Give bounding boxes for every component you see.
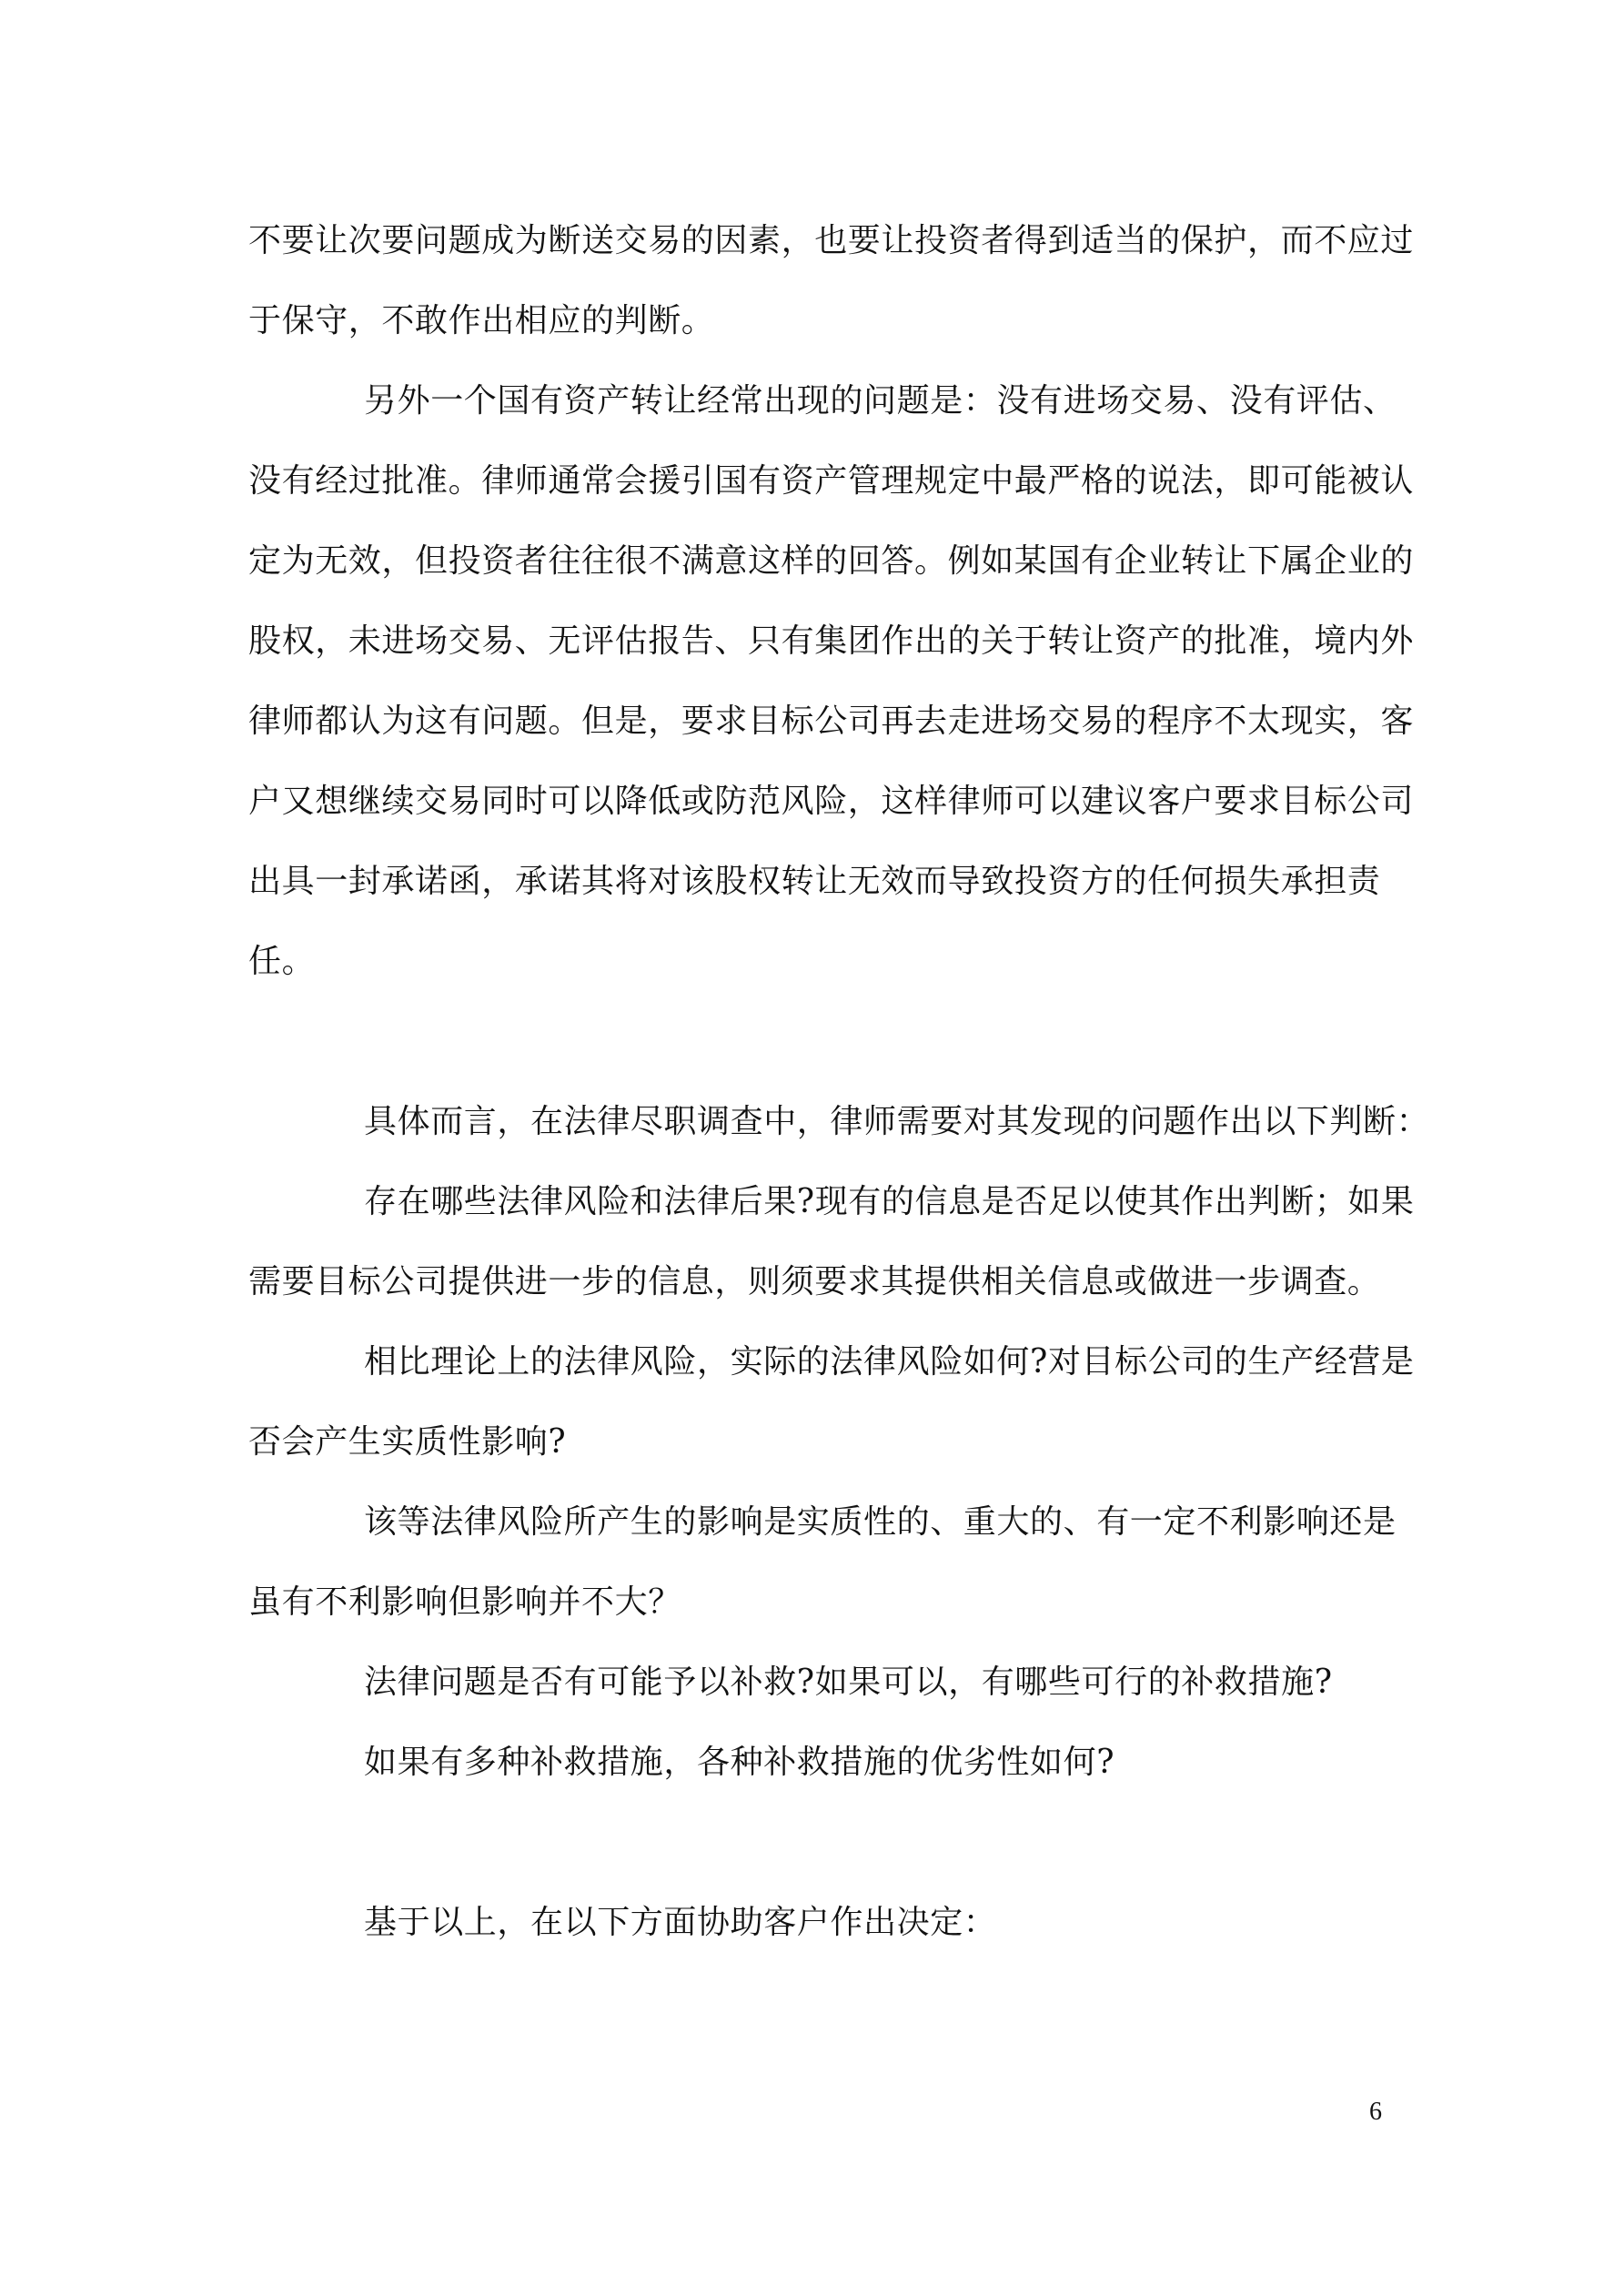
text-line: 任。 <box>248 943 316 980</box>
text-line: 具体而言，在法律尽职调查中，律师需要对其发现的问题作出以下判断： <box>364 1103 1430 1140</box>
text-line: 该等法律风险所产生的影响是实质性的、重大的、有一定不利影响还是 <box>364 1503 1397 1541</box>
text-line: 律师都认为这有问题。但是，要求目标公司再去走进场交易的程序不太现实，客 <box>248 703 1415 740</box>
text-line: 存在哪些法律风险和法律后果?现有的信息是否足以使其作出判断；如果 <box>364 1183 1415 1220</box>
text-line: 定为无效，但投资者往往很不满意这样的回答。例如某国有企业转让下属企业的 <box>248 542 1415 580</box>
text-line: 户又想继续交易同时可以降低或防范风险，这样律师可以建议客户要求目标公司 <box>248 783 1415 820</box>
text-line: 相比理论上的法律风险，实际的法律风险如何?对目标公司的生产经营是 <box>364 1343 1415 1381</box>
text-line: 股权，未进场交易、无评估报告、只有集团作出的关于转让资产的批准，境内外 <box>248 622 1415 660</box>
text-line: 法律问题是否有可能予以补救?如果可以，有哪些可行的补救措施? <box>364 1664 1333 1701</box>
text-line: 出具一封承诺函，承诺其将对该股权转让无效而导致投资方的任何损失承担责 <box>248 863 1381 900</box>
page-number: 6 <box>1369 2098 1382 2126</box>
text-line: 基于以上，在以下方面协助客户作出决定： <box>364 1904 997 1941</box>
text-line: 于保守，不敢作出相应的判断。 <box>248 302 715 339</box>
text-line: 如果有多种补救措施，各种补救措施的优劣性如何? <box>364 1744 1115 1781</box>
text-line: 需要目标公司提供进一步的信息，则须要求其提供相关信息或做进一步调查。 <box>248 1263 1381 1300</box>
text-line: 虽有不利影响但影响并不大？ <box>248 1583 681 1621</box>
text-line: 另外一个国有资产转让经常出现的问题是：没有进场交易、没有评估、 <box>364 382 1397 420</box>
text-line: 不要让次要问题成为断送交易的因素，也要让投资者得到适当的保护，而不应过 <box>248 222 1415 259</box>
text-line: 否会产生实质性影响? <box>248 1423 567 1461</box>
text-line: 没有经过批准。律师通常会援引国有资产管理规定中最严格的说法，即可能被认 <box>248 462 1415 500</box>
